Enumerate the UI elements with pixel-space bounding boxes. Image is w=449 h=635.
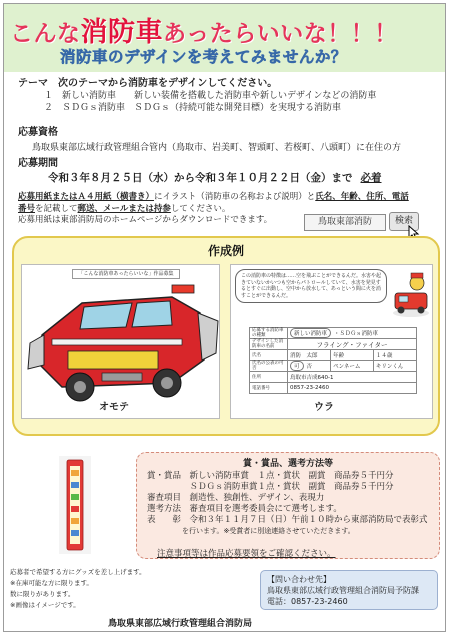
front-sample [21,264,220,419]
footer-org: 鳥取県東部広域行政管理組合消防局 [108,619,253,629]
header-band [4,4,445,72]
award-panel [136,452,440,559]
goods-image [59,456,91,554]
sample-info-table [249,327,417,394]
page-title: こんな消防車あったらいいな！！！ [10,17,398,48]
example-panel [12,236,440,436]
back-label: ウラ [314,402,334,413]
eligibility-section [18,127,401,154]
howto-line-2: 番号を記載して郵送、メールまたは持参してください。 [18,203,231,214]
award-body: 賞・賞品 新しい消防車賞 １点・賞状 副賞 商品券５千円分 ＳＤＧｓ消防車賞１点・賞状 副賞 商品券５千円分 審査項目 創造性、独創性、デザイン、表現力 選考方法 審査項目を選考委員会にて選考します。 表 彰 令和３年１１月７日（日）午前１０時から東部消防局で表彰式 を行います。※受賞者に別途連絡させていただきます。 [147,471,428,535]
eligibility-heading: 応募資格 [18,127,58,138]
front-label: オモテ [99,402,129,413]
front-sample-header: 「こんな消防車あったらいいな」作品募集 [72,269,180,279]
howto-line-3: 応募用紙は東部消防局のホームページからダウンロードできます。 [18,215,273,225]
eligibility-text: 鳥取県東部広域行政管理組合管内（鳥取市、岩美町、智頭町、若桜町、八頭町）に在住の方 [32,143,402,153]
table-row: 応募する消防車の種類 新しい消防車 ・ＳＤＧｓ消防車 [250,328,417,339]
back-sample [230,264,433,419]
goods-note: 応募者で希望する方にグッズを差し上げます。 ※在庫可能な方に限ります。 数に限りがあります。 ※画像はイメージです。 [10,568,146,609]
table-row: 住所 鳥取市吉成640-1 [250,372,417,383]
search-input[interactable]: 鳥取東部消防 [304,214,386,231]
table-row: 氏名の公表の可否 可 否 ペンネーム キリンくん [250,361,417,372]
howto-line-1: 応募用紙またはＡ４用紙（横書き）にイラスト（消防車の名称および説明）と氏名、年齢、住所、電話 [18,192,409,202]
poster [3,3,446,632]
table-row: 氏名 消防 太郎 年齢 １４歳 [250,350,417,361]
award-note: 注意事項等は作品応募要領をご確認ください。 [157,549,336,559]
period-heading: 応募期間 [18,158,58,169]
table-row: 電話番号 0857-23-2460 [250,383,417,394]
theme-item-1: １ 新しい消防車 新しい装備を搭載した消防車や新しいデザインなどの消防車 [44,91,377,101]
contact-heading: 【問い合わせ先】 [267,575,331,584]
contact-phone: 電話：0857-23-2460 [267,597,348,606]
fire-truck-illustration [22,265,221,420]
search-button[interactable]: 検索 [389,212,419,231]
theme-item-2: ２ ＳＤＧｓ消防車 ＳＤＧｓ（持続可能な開発目標）を実現する消防車 [44,103,342,113]
fire-truck-character-illustration [391,269,431,319]
page-subtitle: 消防車のデザインを考えてみませんか？ [60,48,347,66]
period-date: 令和３年８月２５日（水）から令和３年１０月２２日（金）まで 必着 [48,172,382,184]
award-title: 賞・賞品、選考方法等 [242,459,333,469]
contact-org: 鳥取県東部広域行政管理組合消防局予防課 [267,586,419,595]
period-section [18,158,382,184]
speech-bubble: この消防車の特徴は……空を飛ぶことができるんだ。水害や起きていないかいつも空からパトロールしていて、水害を発見するとすぐに出動し、空中から放水して、あっという間に火を消すことができるんだ。 [235,269,387,303]
table-row: デザインした消防車の名前 フライング・ファイター [250,339,417,350]
theme-heading: テーマ 次のテーマから消防車をデザインしてください。 [18,78,278,89]
contact-box [260,570,438,610]
theme-section [18,78,376,114]
example-title: 作成例 [207,244,244,258]
